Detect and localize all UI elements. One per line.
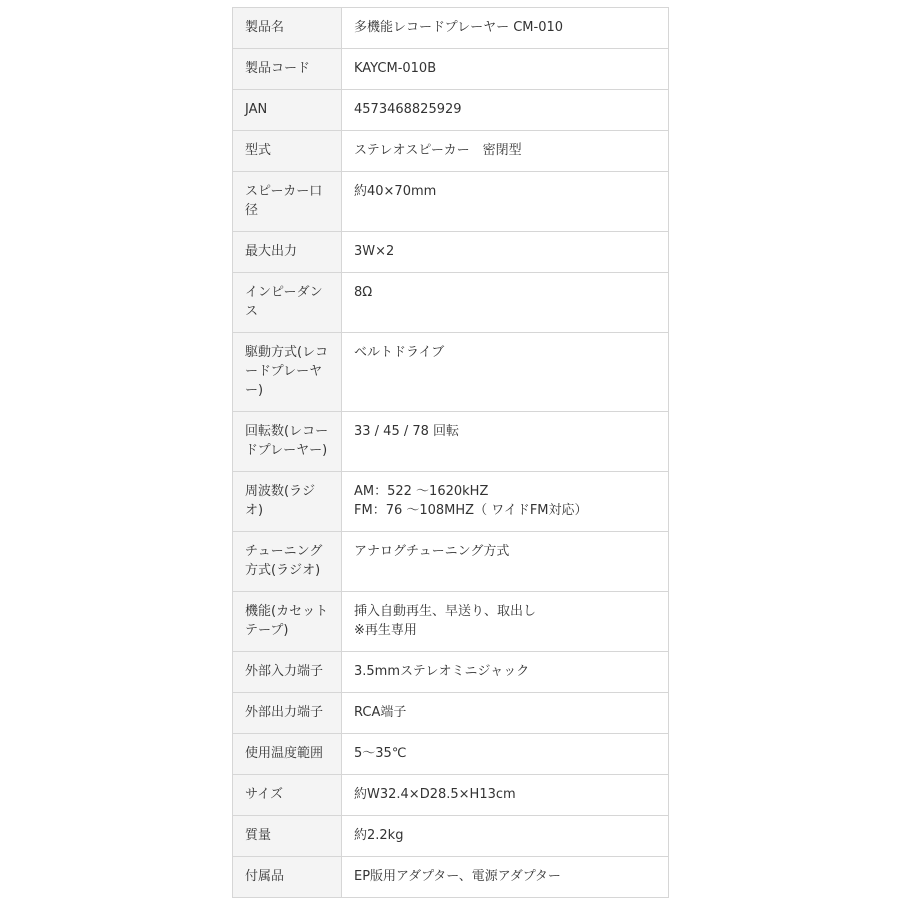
spec-value: 3.5mmステレオミニジャック bbox=[342, 652, 669, 693]
spec-value: AM：522 ～1620kHZ FM：76 ～108MHZ（ ワイドFM対応） bbox=[342, 472, 669, 532]
spec-label: 製品コード bbox=[233, 49, 342, 90]
spec-value: 33 / 45 / 78 回転 bbox=[342, 412, 669, 472]
spec-label: 付属品 bbox=[233, 857, 342, 898]
spec-row-product-code bbox=[233, 49, 669, 90]
spec-value: アナログチューニング方式 bbox=[342, 532, 669, 592]
spec-label: サイズ bbox=[233, 775, 342, 816]
spec-value: ベルトドライブ bbox=[342, 333, 669, 412]
spec-row-accessories bbox=[233, 857, 669, 898]
spec-label: 使用温度範囲 bbox=[233, 734, 342, 775]
spec-value: 約2.2kg bbox=[342, 816, 669, 857]
spec-label: JAN bbox=[233, 90, 342, 131]
spec-row-model-type bbox=[233, 131, 669, 172]
spec-value: 約40×70mm bbox=[342, 172, 669, 232]
spec-value: 多機能レコードプレーヤー CM-010 bbox=[342, 8, 669, 49]
spec-label: チューニング方式(ラジオ) bbox=[233, 532, 342, 592]
spec-value: 約W32.4×D28.5×H13cm bbox=[342, 775, 669, 816]
spec-value: KAYCM-010B bbox=[342, 49, 669, 90]
spec-row-jan bbox=[233, 90, 669, 131]
spec-label: 周波数(ラジオ) bbox=[233, 472, 342, 532]
spec-label: 駆動方式(レコードプレーヤー) bbox=[233, 333, 342, 412]
spec-row-cassette-function bbox=[233, 592, 669, 652]
spec-table bbox=[232, 7, 669, 898]
spec-value: 3W×2 bbox=[342, 232, 669, 273]
spec-value: RCA端子 bbox=[342, 693, 669, 734]
spec-row-speaker-size bbox=[233, 172, 669, 232]
spec-label: 質量 bbox=[233, 816, 342, 857]
spec-label: 製品名 bbox=[233, 8, 342, 49]
spec-label: 最大出力 bbox=[233, 232, 342, 273]
spec-label: インピーダンス bbox=[233, 273, 342, 333]
spec-label: 機能(カセットテープ) bbox=[233, 592, 342, 652]
spec-row-size bbox=[233, 775, 669, 816]
spec-row-frequency bbox=[233, 472, 669, 532]
spec-row-product-name bbox=[233, 8, 669, 49]
spec-label: 外部出力端子 bbox=[233, 693, 342, 734]
spec-value: 4573468825929 bbox=[342, 90, 669, 131]
spec-row-temperature-range bbox=[233, 734, 669, 775]
spec-row-max-output bbox=[233, 232, 669, 273]
spec-table-body bbox=[233, 8, 669, 898]
spec-label: 回転数(レコードプレーヤー) bbox=[233, 412, 342, 472]
spec-label: スピーカー口径 bbox=[233, 172, 342, 232]
spec-row-drive-system bbox=[233, 333, 669, 412]
spec-value: 8Ω bbox=[342, 273, 669, 333]
spec-value: ステレオスピーカー 密閉型 bbox=[342, 131, 669, 172]
spec-row-weight bbox=[233, 816, 669, 857]
spec-value: 5～35℃ bbox=[342, 734, 669, 775]
spec-row-rotation-speed bbox=[233, 412, 669, 472]
spec-label: 型式 bbox=[233, 131, 342, 172]
spec-row-input-terminal bbox=[233, 652, 669, 693]
spec-value: EP版用アダプター、電源アダプター bbox=[342, 857, 669, 898]
spec-label: 外部入力端子 bbox=[233, 652, 342, 693]
spec-value: 挿入自動再生、早送り、取出し ※再生専用 bbox=[342, 592, 669, 652]
spec-row-impedance bbox=[233, 273, 669, 333]
spec-row-output-terminal bbox=[233, 693, 669, 734]
spec-row-tuning-method bbox=[233, 532, 669, 592]
